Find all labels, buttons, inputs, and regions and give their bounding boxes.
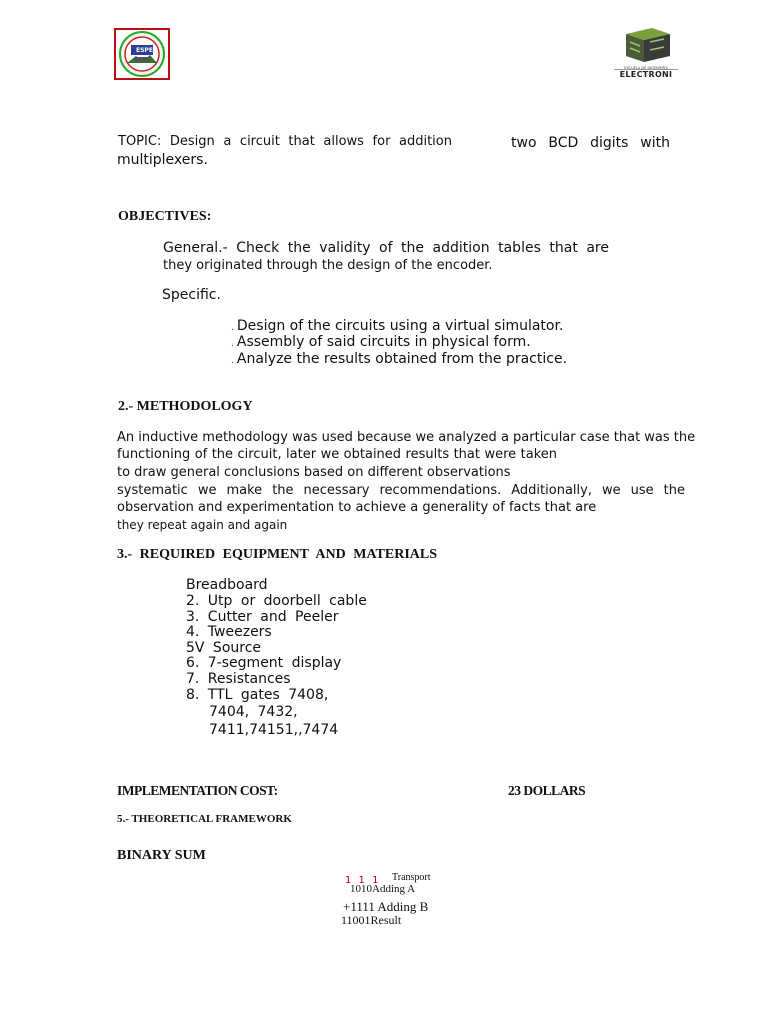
addend-b-row: +1111 Adding B: [343, 899, 429, 914]
equipment-item: 7404, 7432,: [209, 704, 298, 720]
equipment-heading: 3.- REQUIRED EQUIPMENT AND MATERIALS: [117, 547, 438, 562]
equipment-item: 7. Resistances: [186, 671, 291, 687]
logo-caption: ELECTRONI: [614, 69, 678, 80]
theoretical-framework-heading: 5.- THEORETICAL FRAMEWORK: [117, 813, 292, 825]
equipment-item: 4. Tweezers: [186, 624, 272, 640]
general-objective-line-1: General.- Check the validity of the addition tables that are: [163, 240, 609, 256]
topic-line-1-tail: two BCD digits with: [511, 135, 670, 151]
bullet: .: [231, 339, 234, 349]
addend-a-row: 1010Adding A: [350, 883, 416, 895]
methodology-line: An inductive methodology was used because we analyzed a particular case that was the: [117, 430, 696, 445]
carry-label: Transport: [392, 872, 431, 883]
equipment-item: 3. Cutter and Peeler: [186, 609, 339, 625]
university-seal-icon: [116, 30, 168, 78]
sum-result-row: 11001Result: [341, 913, 402, 927]
binary-sum-heading: BINARY SUM: [117, 848, 206, 863]
bullet: .: [231, 323, 234, 333]
logo-subtitle: ESCUELA DE INGENIERÍA: [624, 66, 668, 70]
implementation-cost-value: 23 DOLLARS: [508, 783, 586, 798]
equipment-item: 2. Utp or doorbell cable: [186, 593, 367, 609]
specific-objectives-label: Specific.: [162, 287, 221, 303]
specific-objective-text: Assembly of said circuits in physical form.: [236, 334, 531, 350]
objectives-heading: OBJECTIVES:: [118, 209, 212, 224]
specific-objective-item: [231, 351, 567, 367]
methodology-line: to draw general conclusions based on different observations: [117, 465, 511, 480]
department-logo: [614, 26, 678, 80]
specific-objective-item: [231, 318, 563, 334]
general-objective-line-2: they originated through the design of the encoder.: [163, 258, 493, 273]
bullet: .: [231, 356, 234, 366]
implementation-cost-label: IMPLEMENTATION COST:: [117, 783, 278, 798]
equipment-item: 6. 7-segment display: [186, 655, 342, 671]
methodology-heading: 2.- METHODOLOGY: [118, 399, 253, 414]
specific-objective-text: Analyze the results obtained from the practice.: [236, 351, 568, 367]
specific-objective-text: Design of the circuits using a virtual simulator.: [236, 318, 564, 334]
topic-line-2: multiplexers.: [117, 152, 208, 168]
methodology-line: observation and experimentation to achieve a generality of facts that are: [117, 500, 597, 515]
logo-text: ESPE: [136, 47, 153, 54]
specific-objective-item: [231, 334, 531, 350]
equipment-item: 7411,74151,,7474: [209, 722, 339, 738]
methodology-line: systematic we make the necessary recommendations. Additionally, we use the: [117, 483, 685, 498]
methodology-line: functioning of the circuit, later we obtained results that were taken: [117, 447, 557, 462]
cube-logo-icon: [614, 26, 678, 66]
university-logo: [114, 28, 170, 80]
methodology-line: they repeat again and again: [117, 518, 288, 532]
equipment-item: Breadboard: [186, 577, 268, 593]
carry-digits: 1 1 1: [345, 875, 381, 886]
equipment-item: 5V Source: [186, 640, 262, 656]
topic-line-1: TOPIC: Design a circuit that allows for addition: [118, 134, 452, 149]
equipment-item: 8. TTL gates 7408,: [186, 687, 329, 703]
